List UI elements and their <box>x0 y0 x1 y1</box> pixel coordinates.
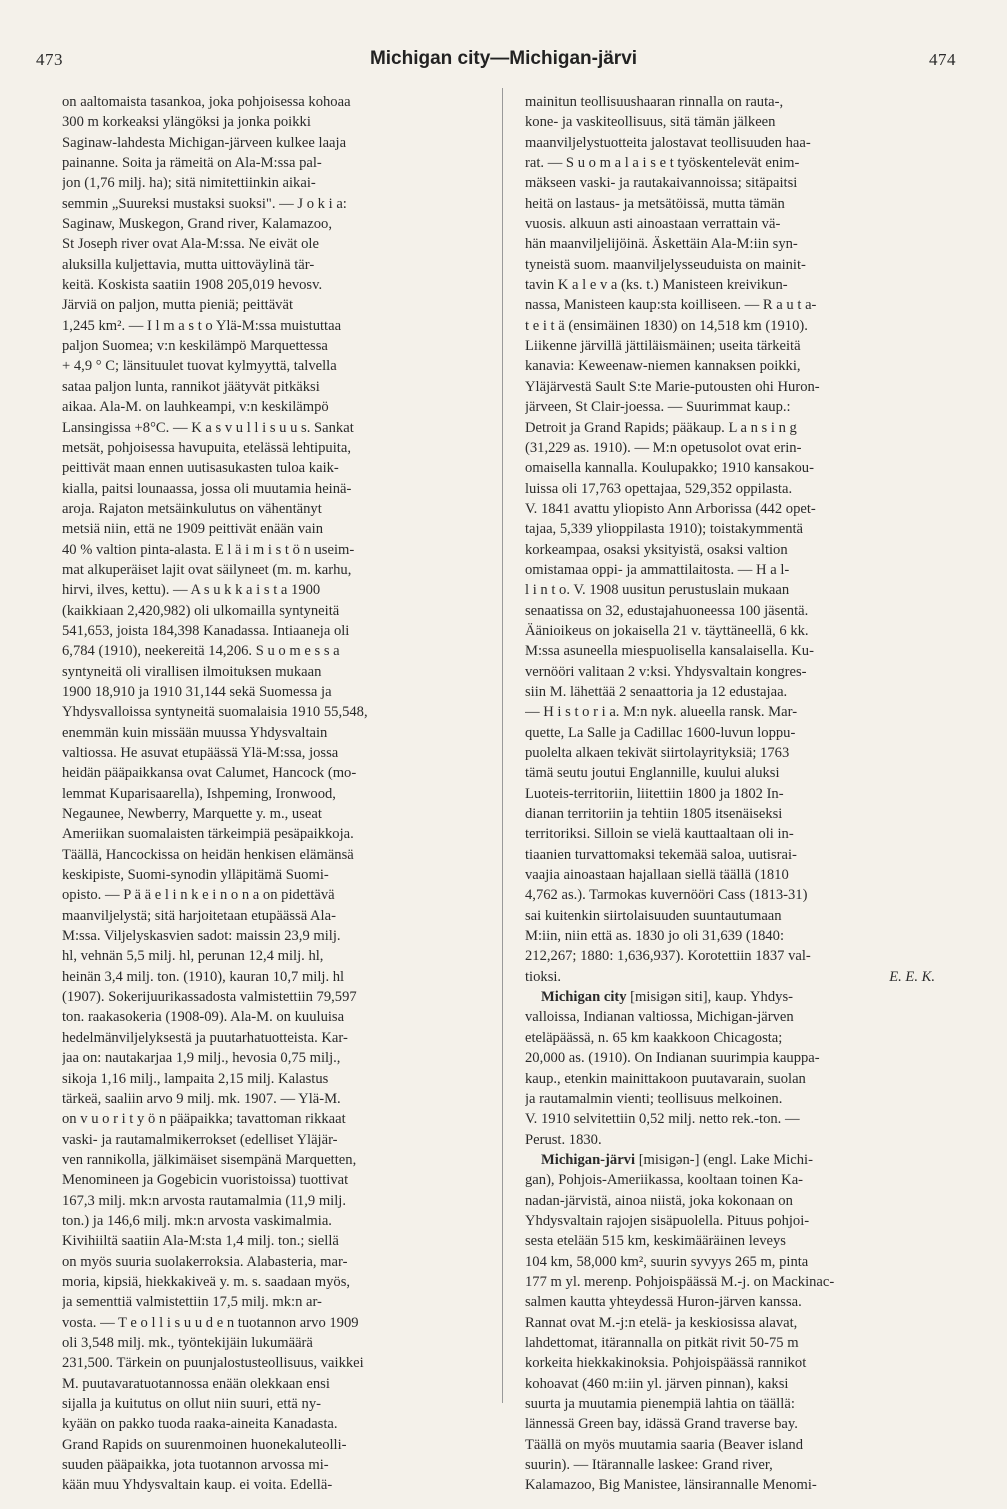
text-line: on aaltomaista tasankoa, joka pohjoisessa kohoaa <box>62 94 351 110</box>
text-line: 300 m korkeaksi ylängöksi ja jonka poikki <box>62 114 311 131</box>
text-line: heidän pääpaikkansa ovat Calumet, Hancock (mo- <box>62 765 357 782</box>
text-line: korkeita hiekkakinoksia. Pohjoispäässä rannikot <box>525 1355 807 1372</box>
text-line: + 4,9 ° C; länsituulet tuovat kylmyyttä, talvella <box>62 358 337 375</box>
text-line: tyneistä suom. maanviljelysseuduista on mainit- <box>525 256 806 273</box>
text-line: 104 km, 58,000 km², suurin syvyys 265 m, pinta <box>525 1253 809 1270</box>
text-line: sikoja 1,16 milj., lampaita 2,15 milj. Kalastus <box>62 1070 329 1087</box>
text-line: tämä seutu joutui Englannille, kuului aluksi <box>525 765 780 782</box>
text-line: sesta etelään 515 km, keskimääräinen leveys <box>525 1233 786 1250</box>
text-line: Michigan city [misigən siti], kaup. Yhdys- <box>541 989 793 1006</box>
text-line: kone- ja vaskiteollisuus, sitä tämän jälkeen <box>525 114 776 131</box>
text-line: oli 3,548 milj. mk., työntekijäin lukumäärä <box>62 1334 313 1351</box>
text-line: hl, vehnän 5,5 milj. hl, perunan 12,4 milj. hl, <box>62 948 324 965</box>
text-line: 4,762 as.). Tarmokas kuvernööri Cass (1813-31) <box>525 887 808 904</box>
text-line: M:ssa asuneella miespuolisella kansalaisella. Ku- <box>525 643 814 660</box>
right-column <box>525 92 953 1496</box>
text-line: luissa oli 17,763 opettajaa, 529,352 oppilasta. <box>525 480 793 497</box>
text-line: M:ssa. Viljelyskasvien sadot: maissin 23,9 milj. <box>62 928 341 945</box>
text-line: on myös suuria suolakerroksia. Alabasteria, mar- <box>62 1253 348 1270</box>
text-line: aluksilla kuljettavia, mutta uittoväylinä tär- <box>62 256 315 273</box>
text-line: syntyneitä oli virallisen ilmoituksen mukaan <box>62 663 322 680</box>
page-number-left: 473 <box>36 50 63 69</box>
text-line: puolelta alkaen tekivät siirtolayrityksiä; 1763 <box>525 745 790 761</box>
text-line: gan), Pohjois-Ameriikassa, kooltaan toinen Ka- <box>525 1172 804 1189</box>
text-line: Michigan-järvi [misigən-] (engl. Lake Michi- <box>541 1151 813 1168</box>
text-line: (kaikkiaan 2,420,982) oli ulkomailla syntyneitä <box>62 602 340 619</box>
text-line: 1,245 km². — I l m a s t o Ylä-M:ssa muistuttaa <box>62 317 342 334</box>
text-line: V. 1841 avattu yliopisto Ann Arborissa (442 opet- <box>525 500 816 517</box>
entry-headword: Michigan-järvi <box>541 1151 636 1168</box>
column-divider <box>502 88 503 1403</box>
text-line: St Joseph river ovat Ala-M:ssa. Ne eivät ole <box>62 236 319 253</box>
text-line: tioksi. E. E. K. <box>525 967 953 987</box>
text-line: metsiä niin, että ne 1909 peittivät enään vain <box>62 521 323 538</box>
text-line: semmin „Suureksi mustaksi suoksi". — J o k i a: <box>62 195 347 212</box>
text-line: valtiossa. He asuvat etupäässä Ylä-M:ssa, jossa <box>62 745 339 761</box>
text-line: Lansingissa +8°C. — K a s v u l l i s u u s. Sankat <box>62 419 354 436</box>
text-line: korkeampaa, osaksi yksityistä, osaksi valtion <box>525 541 788 558</box>
text-line: vosta. — T e o l l i s u u d e n tuotannon arvo 1909 <box>62 1314 359 1331</box>
text-line: rat. — S u o m a l a i s e t työskentelevät enim- <box>525 155 800 172</box>
text-line: suurta ja muutamia pienempiä lahtia on täällä: <box>525 1396 795 1412</box>
text-line: 40 % valtion pinta-alasta. E l ä i m i s t ö n useim- <box>62 541 355 558</box>
text-line: tajaa, 5,339 ylioppilasta 1910); toistakymmentä <box>525 521 804 538</box>
text-line: maanviljelystä; sitä harjoitetaan etupäässä Ala- <box>62 907 336 924</box>
text-line: hedelmänviljelyksestä ja puutarhatuotteista. Kar- <box>62 1029 348 1046</box>
text-line: kialla, paitsi lounaassa, jossa oli muutamia heinä- <box>62 480 352 497</box>
text-line: keskipiste, Suomi-synodin ylläpitämä Suomi- <box>62 867 329 884</box>
text-line: siin M. lähettää 2 senaattoria ja 12 edustajaa. <box>525 683 788 700</box>
text-line: ven rannikolla, jälkimäiset sisempänä Marquetten, <box>62 1151 357 1168</box>
text-line: tärkeä, saaliin arvo 9 milj. mk. 1907. — Ylä-M. <box>62 1090 341 1107</box>
text-line: kaup., etenkin mainittakoon puutavarain, suolan <box>525 1070 806 1087</box>
text-line: Yläjärvestä Sault S:te Marie-putousten ohi Huron- <box>525 378 820 395</box>
text-line: eteläpäässä, n. 65 km kaakkoon Chicagosta; <box>525 1029 783 1046</box>
text-line: heitä on lastaus- ja metsätöissä, mutta tämän <box>525 195 785 212</box>
text-line: quette, La Salle ja Cadillac 1600-luvun loppu- <box>525 724 796 741</box>
text-line: Saginaw-lahdesta Michigan-järveen kulkee laaja <box>62 134 347 151</box>
text-line: lahdettomat, itärannalla on pitkät rivit 50-75 m <box>525 1334 799 1351</box>
text-line: Ameriikan suomalaisten tärkeimpiä pesäpaikkoja. <box>62 826 354 843</box>
text-line: Perust. 1830. <box>525 1131 602 1148</box>
text-line: jaa on: nautakarjaa 1,9 milj., hevosia 0,75 milj., <box>62 1050 341 1067</box>
text-line: V. 1910 selvitettiin 0,52 milj. netto rek.-ton. — <box>525 1111 800 1128</box>
text-line: vaajia ainoastaan hajallaan siellä täällä (1810 <box>525 867 789 884</box>
text-line: keitä. Koskista saatiin 1908 205,019 hevosv. <box>62 277 323 294</box>
text-line: — H i s t o r i a. M:n nyk. alueella ransk. Mar- <box>525 704 798 721</box>
text-line: territoriksi. Silloin se vielä kauttaaltaan oli in- <box>525 826 794 843</box>
text-line: heinän 3,4 milj. ton. (1910), kauran 10,7 milj. hl <box>62 968 345 985</box>
text-line: vaski- ja rautamalmikerrokset (edelliset Yläjär- <box>62 1131 338 1148</box>
text-line: Yhdysvaltain rajojen sisäpuolella. Pituus pohjoi- <box>525 1212 810 1229</box>
text-line: moria, kipsiä, hiekkakiveä y. m. s. saadaan myös, <box>62 1273 351 1290</box>
text-line: senaatissa on 32, edustajahuoneessa 100 jäsentä. <box>525 602 809 619</box>
text-line: Yhdysvalloissa syntyneitä suomalaisia 1910 55,548, <box>62 704 368 721</box>
text-line: 167,3 milj. mk:n arvosta rautamalmia (11,9 milj. <box>62 1192 346 1209</box>
text-line: t e i t ä (ensimäinen 1830) on 14,518 km (1910). <box>525 317 808 334</box>
text-line: enemmän kuin missään muussa Yhdysvaltain <box>62 724 328 741</box>
text-line: järveen, St Clair-joessa. — Suurimmat kaup.: <box>525 399 791 416</box>
text-line: 212,267; 1880: 1,636,937). Korotettiin 1837 val- <box>525 948 811 965</box>
text-line: sijalla ja kuitutus on ollut niin suuri, että ny- <box>62 1396 322 1412</box>
text-line: salmen kautta yhteydessä Huron-järven kanssa. <box>525 1294 802 1311</box>
text-line: Liikenne järvillä jättiläismäinen; useita tärkeitä <box>525 338 801 355</box>
page-header <box>0 50 1007 76</box>
text-line: Kivihiiltä saatiin Ala-M:sta 1,4 milj. ton.; siellä <box>62 1233 339 1250</box>
text-line: 177 m yl. merenp. Pohjoispäässä M.-j. on Mackinac- <box>525 1273 835 1290</box>
left-column <box>62 92 490 1496</box>
text-line: M. puutavaratuotannossa enään olekkaan ensi <box>62 1375 330 1392</box>
text-line: on v u o r i t y ö n pääpaikka; tavattoman rikkaat <box>62 1111 346 1128</box>
text-line: Saginaw, Muskegon, Grand river, Kalamazoo, <box>62 216 332 233</box>
text-line: Detroit ja Grand Rapids; pääkaup. L a n s i n g <box>525 419 797 436</box>
text-line: kyään on pakko tuoda raaka-aineita Kanadasta. <box>62 1416 338 1433</box>
text-line: ja sementtiä valmistettiin 17,5 milj. mk:n ar- <box>62 1294 322 1311</box>
text-line: (1907). Sokerijuurikassadosta valmistettiin 79,597 <box>62 989 357 1006</box>
text-line: Grand Rapids on suurenmoinen huonekaluteolli- <box>62 1436 347 1453</box>
text-line: ton.) ja 146,6 milj. mk:n arvosta vaskimalmia. <box>62 1212 332 1229</box>
text-line: Järviä on paljon, mutta pieniä; peittävät <box>62 297 293 314</box>
text-line: Täällä on myös muutamia saaria (Beaver island <box>525 1436 803 1453</box>
text-line: dianan territoriin ja tehtiin 1805 itsenäiseksi <box>525 806 783 823</box>
text-line: mainitun teollisuushaaran rinnalla on rauta-, <box>525 94 784 110</box>
text-line: nadan-järvistä, ainoa niistä, joka kokonaan on <box>525 1192 793 1209</box>
text-line: 6,784 (1910), neekereitä 14,206. S u o m e s s a <box>62 643 340 660</box>
text-line: mat alkuperäiset lajit ovat säilyneet (m. m. karhu, <box>62 561 352 578</box>
text-line: kohoavat (460 m:iin yl. järven pinnan), kaksi <box>525 1375 789 1392</box>
text-line: Luoteis-territoriin, liitettiin 1800 ja 1802 In- <box>525 785 784 802</box>
text-line: 20,000 as. (1910). On Indianan suurimpia kauppa- <box>525 1050 820 1067</box>
text-line: Täällä, Hancockissa on heidän henkisen elämänsä <box>62 846 354 863</box>
text-line: kään muu Yhdysvaltain kaup. ei voita. Edellä- <box>62 1477 333 1494</box>
text-line: sai kuitenkin siirtolaisuuden suuntautumaan <box>525 907 782 924</box>
text-line: omistamaa oppi- ja ammattilaitosta. — H a l- <box>525 561 790 578</box>
running-title: Michigan city—Michigan-järvi <box>369 48 638 69</box>
text-line: metsät, pohjoisessa havupuita, etelässä lehtipuita, <box>62 439 351 456</box>
text-line: paljon Suomea; v:n keskilämpö Marquettessa <box>62 338 328 355</box>
text-line: painanne. Soita ja rämeitä on Ala-M:ssa pal- <box>62 155 322 172</box>
text-line: maanviljelystuotteita jalostavat teollisuuden haa- <box>525 134 811 151</box>
text-line: vernööri valitaan 2 v:ksi. Yhdysvaltain kongres- <box>525 663 807 680</box>
text-line: hän maanviljelijöinä. Äskettäin Ala-M:iin syn- <box>525 236 798 253</box>
text-line: ton. raakasokeria (1908-09). Ala-M. on kuuluisa <box>62 1009 345 1026</box>
text-line: M:iin, niin että as. 1830 jo oli 31,639 (1840: <box>525 928 785 945</box>
text-line: Kalamazoo, Big Manistee, länsirannalle Menomi- <box>525 1477 817 1494</box>
text-line: Äänioikeus on jokaisella 21 v. täyttäneellä, 6 kk. <box>525 622 809 639</box>
text-line: kanavia: Keweenaw-niemen kannaksen poikki, <box>525 358 801 375</box>
text-line: Negaunee, Newberry, Marquette y. m., useat <box>62 806 322 823</box>
text-line: Menomineen ja Gogebicin vuoristoissa) tuottivat <box>62 1172 349 1189</box>
text-line: aroja. Rajaton metsäinkulutus on vähentänyt <box>62 500 322 517</box>
text-line: vuosis. alkuun asti ainoastaan verrattain vä- <box>525 216 781 233</box>
text-line: tavin K a l e v a (ks. t.) Manisteen kreivikun- <box>525 277 788 294</box>
text-line: mäkseen vaski- ja rautakaivannoissa; sitäpaitsi <box>525 175 798 192</box>
text-line: l i n t o. V. 1908 uusitun perustuslain mukaan <box>525 582 790 599</box>
entry-headword: Michigan city <box>541 989 627 1006</box>
text-line: aikaa. Ala-M. on lauhkeampi, v:n keskilämpö <box>62 399 329 416</box>
text-line: suuden pääpaikka, jota tuotannon arvossa mi- <box>62 1457 329 1474</box>
text-line: ja rautamalmin vienti; teollisuus melkoinen. <box>525 1090 783 1107</box>
page-number-right: 474 <box>929 50 956 69</box>
text-line: 231,500. Tärkein on puunjalostusteollisuus, vaikkei <box>62 1355 364 1372</box>
text-line: nassa, Manisteen kaup:sta koilliseen. — R a u t a- <box>525 297 817 314</box>
text-line: sataa paljon lunta, rannikot jäätyvät pitkäksi <box>62 378 320 395</box>
text-line: peittivät maan ennen uutisasukasten tuloa kaik- <box>62 460 339 477</box>
text-line: Rannat ovat M.-j:n etelä- ja keskiosissa alavat, <box>525 1314 798 1331</box>
text-line: opisto. — P ä ä e l i n k e i n o n a on pidettävä <box>62 887 335 904</box>
text-line: suurin). — Itärannalle laskee: Grand river, <box>525 1457 773 1474</box>
text-line: 541,653, joista 184,398 Kanadassa. Intiaaneja oli <box>62 622 350 639</box>
text-line: (31,229 as. 1910). — M:n opetusolot ovat erin- <box>525 439 802 456</box>
text-line: 1900 18,910 ja 1910 31,144 sekä Suomessa ja <box>62 683 332 700</box>
author-signature: E. E. K. <box>889 968 935 985</box>
text-line: lemmat Kuparisaarella), Ishpeming, Ironwood, <box>62 785 336 802</box>
text-line: lännessä Green bay, idässä Grand traverse bay. <box>525 1416 798 1433</box>
text-line: hirvi, ilves, kettu). — A s u k k a i s t a 1900 <box>62 582 321 599</box>
text-line: valloissa, Indianan valtiossa, Michigan-järven <box>525 1009 794 1026</box>
text-line: tiaanien turvattomaksi tekemää saloa, uutisrai- <box>525 846 797 863</box>
text-line: jon (1,76 milj. ha); sitä nimitettiinkin aikai- <box>62 175 316 192</box>
text-line: omaisella kannalla. Koulupakko; 1910 kansakou- <box>525 460 814 477</box>
